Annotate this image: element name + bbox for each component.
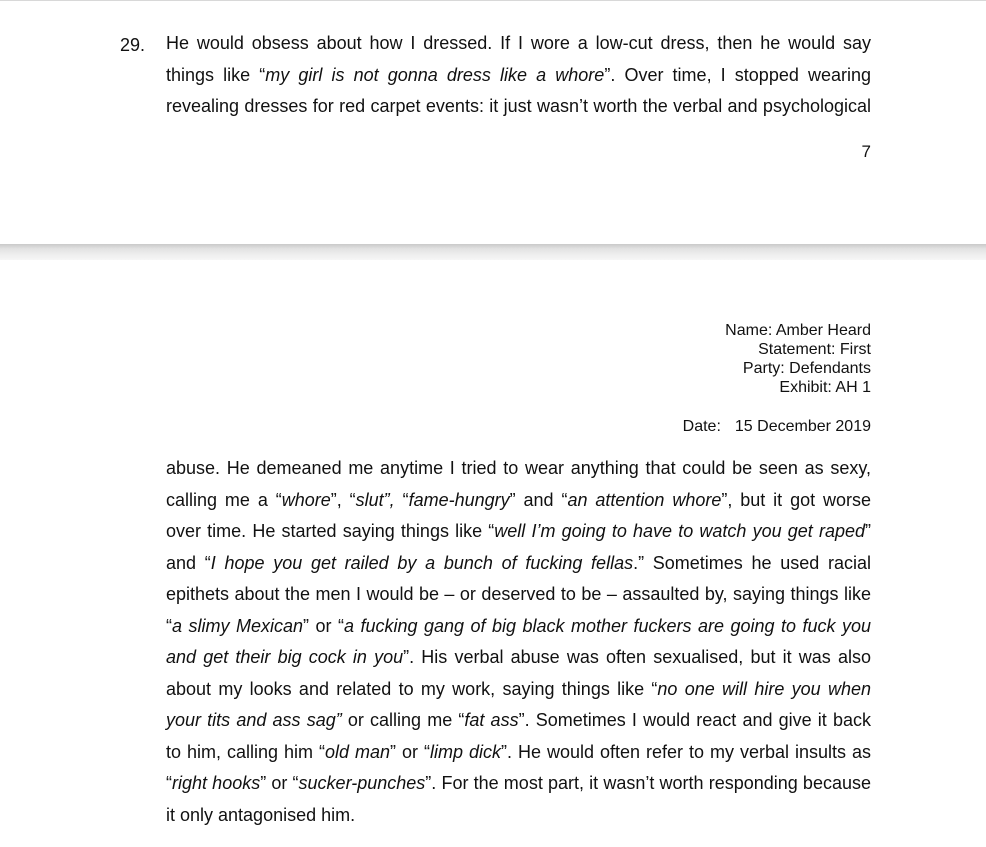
quoted-phrase: fame-hungry	[408, 489, 510, 510]
date-value: 15 December 2019	[734, 418, 871, 435]
text-line: it only antagonised him.	[166, 804, 356, 825]
text-line: epithets about the men I would be – or deserved to be – assaulted by, saying things like	[166, 584, 871, 604]
text-line: over time. He started saying things like “well I’m going to have to watch you get raped”	[166, 521, 871, 541]
text-line: about my looks and related to my work, saying things like “no one will hire you when	[166, 678, 871, 699]
page-number: 7	[861, 142, 871, 161]
quoted-phrase: old man	[324, 741, 391, 762]
text-line: your tits and ass sag” or calling me “fat ass”. Sometimes I would react and give it back	[166, 710, 871, 730]
text-line: He would obsess about how I dressed. If I wore a low-cut dress, then he would say	[166, 33, 871, 53]
text-line: “right hooks” or “sucker-punches”. For the most part, it wasn’t worth responding because	[166, 773, 871, 793]
quoted-phrase: an attention whore	[567, 489, 722, 510]
quoted-phrase: whore	[281, 489, 331, 510]
header-exhibit: Exhibit: AH 1	[779, 379, 871, 396]
quoted-phrase: fat ass	[464, 710, 519, 730]
exhibit-header	[725, 321, 871, 397]
header-statement: Statement: First	[758, 341, 871, 358]
quoted-phrase: I hope you get railed by a bunch of fucking fellas	[210, 552, 634, 573]
quoted-phrase: my girl is not gonna dress like a whore	[265, 64, 605, 85]
date-label: Date:	[682, 418, 721, 435]
quoted-phrase: and get their big cock in you	[166, 647, 404, 667]
date-row	[683, 417, 871, 437]
paragraph-29-text-continued	[166, 28, 871, 123]
paragraph-number: 29.	[120, 35, 146, 55]
quoted-phrase: limp dick	[429, 741, 501, 762]
quoted-phrase: a slimy Mexican	[172, 615, 303, 636]
quoted-phrase: well I’m going to have to watch you get raped	[494, 521, 865, 541]
text-line: and “I hope you get railed by a bunch of fucking fellas.” Sometimes he used racial	[166, 552, 872, 573]
text-line: revealing dresses for red carpet events: it just wasn’t worth the verbal and psychological	[166, 96, 871, 116]
quoted-phrase: a fucking gang of big black mother fuckers are going to fuck you	[343, 615, 872, 636]
text-line: and get their big cock in you”. His verbal abuse was often sexualised, but it was also	[166, 647, 871, 667]
quoted-phrase: your tits and ass sag”	[166, 710, 342, 730]
text-line: things like “my girl is not gonna dress like a whore”. Over time, I stopped wearing	[166, 64, 871, 85]
paragraph-29-text	[166, 453, 871, 831]
text-line: abuse. He demeaned me anytime I tried to wear anything that could be seen as sexy,	[166, 458, 871, 478]
quoted-phrase: right hooks	[172, 773, 261, 793]
text-line: to him, calling him “old man” or “limp dick”. He would often refer to my verbal insults as	[166, 741, 871, 762]
text-line: “a slimy Mexican” or “a fucking gang of big black mother fuckers are going to fuck you	[166, 615, 872, 636]
quoted-phrase: no one will hire you when	[657, 678, 871, 699]
document-page-8	[0, 260, 986, 847]
text-line: calling me a “whore”, “slut”, “fame-hungry” and “an attention whore”, but it got worse	[166, 489, 871, 510]
page-break-separator	[0, 244, 986, 260]
quoted-phrase: sucker-punches	[298, 773, 426, 793]
document-page-7	[0, 0, 986, 245]
header-name: Name: Amber Heard	[725, 322, 871, 339]
quoted-phrase: slut”,	[355, 489, 403, 510]
header-party: Party: Defendants	[742, 360, 871, 377]
